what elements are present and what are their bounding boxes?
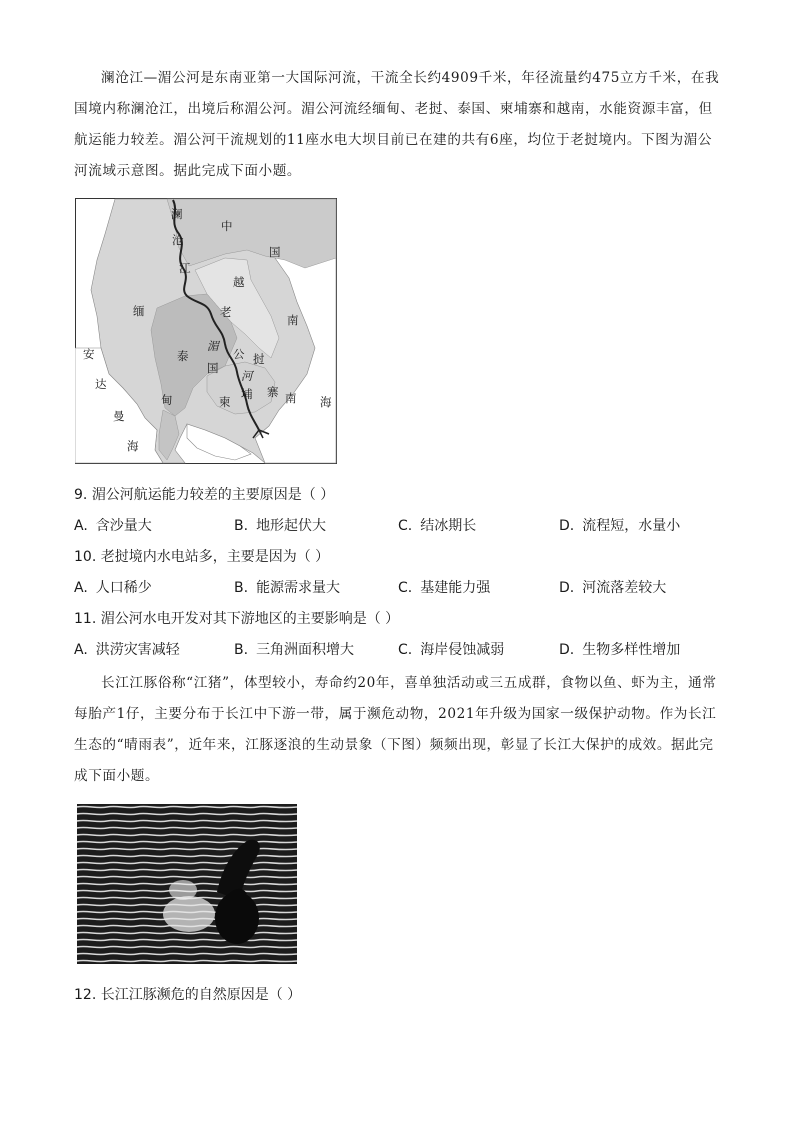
label-guo-china: 国 [269,245,281,259]
label-zhai: 寨 [267,385,279,399]
label-an: 安 [83,347,95,361]
label-nan-vietnam: 南 [287,313,299,327]
option-a[interactable]: A. 人口稀少 [74,580,152,596]
label-da: 达 [95,377,107,391]
finless-porpoise-photo [77,804,297,964]
intro-paragraph-mekong: 澜沧江—湄公河是东南亚第一大国际河流，干流全长约4909千米，年径流量约475立方千米，在我国境内称澜沧江，出境后称湄公河。湄公河流经缅甸、老挝、泰国、柬埔寨和越南，水能资源丰富，但航运能力较差。湄公河干流规划的11座水电大坝目前已在建的共有6座，均位于老挝境内。下图为湄公河流域示意图。据此完成下面小题。 [74,70,720,179]
splash [163,896,215,932]
option-c[interactable]: C. 基建能力强 [398,580,491,596]
question-stem: 老挝境内水电站多，主要是因为（ ） [100,549,330,565]
options-q10 [74,577,734,597]
label-dian: 甸 [161,393,173,407]
label-mian: 缅 [133,304,145,318]
question-number: 11. [74,611,97,627]
question-number: 12. [74,987,97,1003]
label-lan: 澜 [171,207,183,221]
label-pu: 埔 [241,387,253,401]
label-cang: 沧 [172,233,184,247]
question-number: 10. [74,549,97,565]
option-a[interactable]: A. 含沙量大 [74,518,152,534]
option-b[interactable]: B. 能源需求量大 [234,580,341,596]
option-b[interactable]: B. 三角洲面积增大 [234,642,355,658]
option-b[interactable]: B. 地形起伏大 [234,518,327,534]
label-he: 河 [241,369,253,383]
question-9 [74,484,334,504]
label-tai: 泰 [177,349,189,363]
option-d[interactable]: D. 河流落差较大 [559,580,667,596]
mekong-basin-map [75,198,337,464]
question-stem: 湄公河水电开发对其下游地区的主要影响是（ ） [100,611,400,627]
label-guo-thailand: 国 [207,361,219,375]
option-c[interactable]: C. 结冰期长 [398,518,477,534]
options-q11 [74,639,734,659]
label-mei: 湄 [207,339,219,353]
label-hai-andaman: 海 [127,439,139,453]
question-11 [74,608,399,628]
option-a[interactable]: A. 洪涝灾害减轻 [74,642,180,658]
label-hai-south-sea: 海 [320,395,332,409]
question-number: 9. [74,487,88,503]
label-nan-vietnam-2: 南 [285,391,297,405]
question-stem: 长江江豚濒危的自然原因是（ ） [100,987,302,1003]
label-wo: 挝 [253,352,265,366]
label-yue: 越 [233,275,245,289]
question-stem: 湄公河航运能力较差的主要原因是（ ） [91,487,335,503]
label-man: 曼 [113,409,125,423]
label-lao: 老 [220,305,232,319]
option-d[interactable]: D. 生物多样性增加 [559,642,681,658]
porpoise-body [215,892,259,944]
question-12 [74,984,301,1004]
question-10 [74,546,329,566]
options-q9 [74,515,734,535]
label-jian: 柬 [219,395,231,409]
label-jiang: 江 [179,261,191,275]
intro-paragraph-finless-porpoise: 长江江豚俗称“江猪”，体型较小，寿命约20年，喜单独活动或三五成群，食物以鱼、虾为主，通常每胎产1仔，主要分布于长江中下游一带，属于濒危动物，2021年升级为国家一级保护动物。作为长江生态的“晴雨表”，近年来，江豚逐浪的生动景象（下图）频频出现，彰显了长江大保护的成效。据此完成下面小题。 [74,675,717,784]
option-c[interactable]: C. 海岸侵蚀减弱 [398,642,505,658]
label-gong: 公 [233,347,245,361]
option-d[interactable]: D. 流程短，水量小 [559,518,681,534]
label-zhong: 中 [221,219,233,233]
splash-top [169,880,197,900]
